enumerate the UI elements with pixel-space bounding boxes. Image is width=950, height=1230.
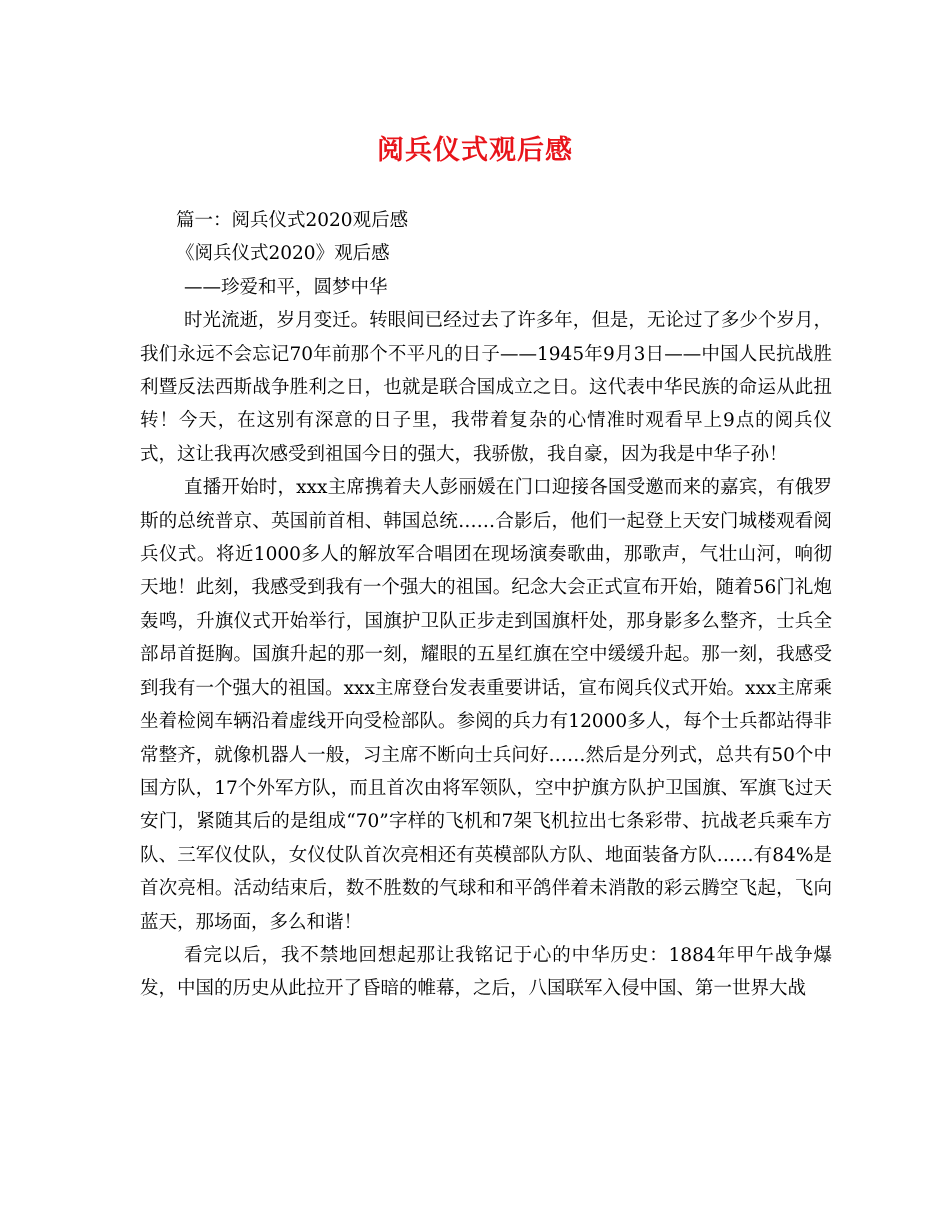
essay-subtitle: ——珍爱和平，圆梦中华 <box>184 276 388 298</box>
paragraph-2: 直播开始时，xxx主席携着夫人彭丽媛在门口迎接各国受邀而来的嘉宾，有俄罗斯的总统普京、英国前首相、韩国总统……合影后，他们一起登上天安门城楼观看阅兵仪式。将近1000多人的解放军合唱团在现场演奏歌曲，那歌声，气壮山河，响彻天地！此刻，我感受到我有一个强大的祖国。纪念大会正式宣布开始，随着56门礼炮轰鸣，升旗仪式开始举行，国旗护卫队正步走到国旗杆处，那身影多么整齐，士兵全部昂首挺胸。国旗升起的那一刻，耀眼的五星红旗在空中缓缓升起。那一刻，我感受到我有一个强大的祖国。xxx主席登台发表重要讲话，宣布阅兵仪式开始。xxx主席乘坐着检阅车辆沿着虚线开向受检部队。参阅的兵力有12000多人，每个士兵都站得非常整齐，就像机器人一般，习主席不断向士兵问好……然后是分列式，总共有50个中国方队，17个外军方队，而且首次由将军领队，空中护旗方队护卫国旗、军旗飞过天安门，紧随其后的是组成“70”字样的飞机和7架飞机拉出七条彩带、抗战老兵乘车方队、三军仪仗队，女仪仗队首次亮相还有英模部队方队、地面装备方队……有84%是首次亮相。活动结束后，数不胜数的气球和和平鸽伴着未消散的彩云腾空飞起，飞向蓝天，那场面，多么和谐！ <box>140 477 832 933</box>
paragraph-1: 时光流逝，岁月变迁。转眼间已经过去了许多年，但是，无论过了多少个岁月，我们永远不会忘记70年前那个不平凡的日子——1945年9月3日——中国人民抗战胜利暨反法西斯战争胜利之日，也就是联合国成立之日。这代表中华民族的命运从此扭转！今天，在这别有深意的日子里，我带着复杂的心情准时观看早上9点的阅兵仪式，这让我再次感受到祖国今日的强大，我骄傲，我自豪，因为我是中华子孙！ <box>140 310 832 465</box>
section-heading: 篇一：阅兵仪式2020观后感 <box>176 210 409 231</box>
paragraph-3: 看完以后，我不禁地回想起那让我铭记于心的中华历史：1884年甲午战争爆发，中国的历史从此拉开了昏暗的帷幕，之后，八国联军入侵中国、第一世界大战 <box>140 944 832 1000</box>
document-body <box>140 204 832 1006</box>
essay-title: 《阅兵仪式2020》观后感 <box>176 243 390 265</box>
document-title: 阅兵仪式观后感 <box>377 135 573 166</box>
